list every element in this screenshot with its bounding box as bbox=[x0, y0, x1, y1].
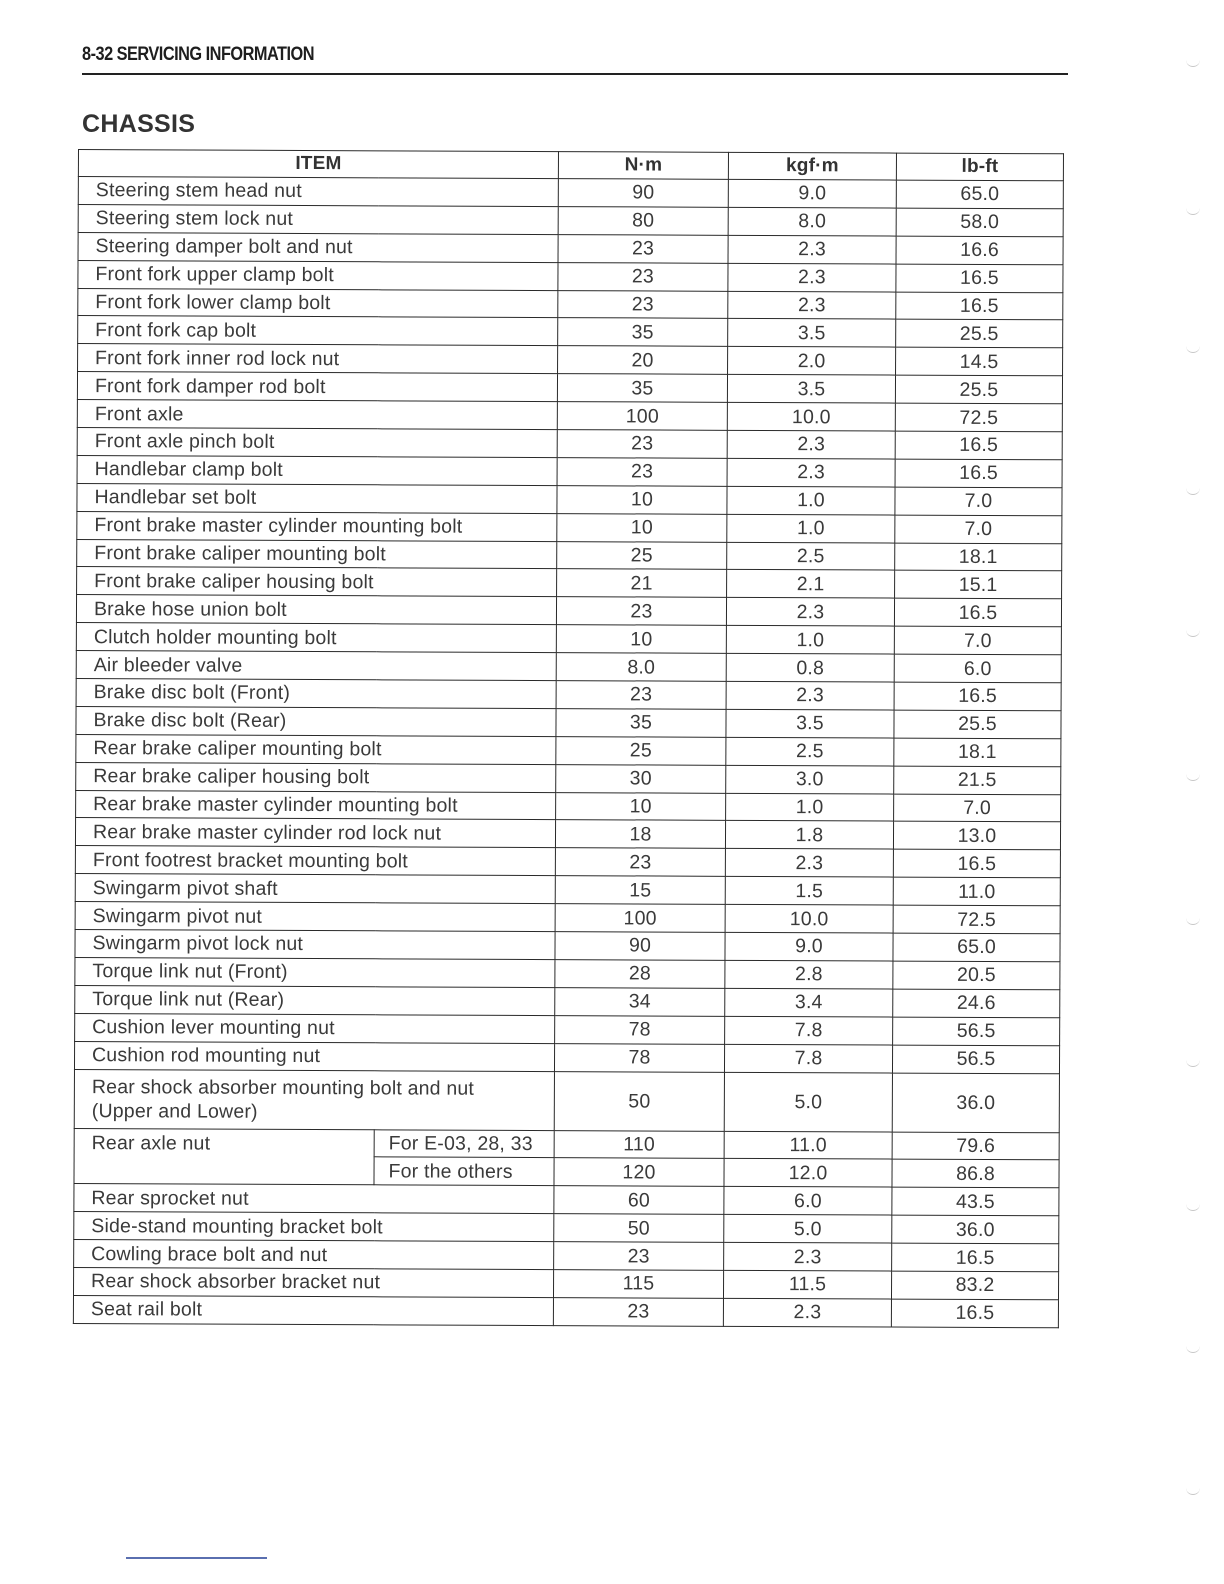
kgfm-cell: 3.5 bbox=[726, 709, 894, 738]
kgfm-cell: 2.5 bbox=[727, 542, 895, 571]
nm-cell: 115 bbox=[553, 1270, 723, 1299]
table-row bbox=[77, 483, 1062, 515]
kgfm-cell: 6.0 bbox=[724, 1187, 892, 1216]
item-cell: Torque link nut (Front) bbox=[75, 957, 555, 987]
nm-cell: 23 bbox=[553, 1297, 723, 1326]
nm-cell: 120 bbox=[554, 1158, 724, 1187]
margin-mark bbox=[1186, 346, 1200, 353]
table-row bbox=[76, 734, 1061, 766]
table-row bbox=[74, 1184, 1059, 1216]
lbft-cell: 86.8 bbox=[892, 1159, 1059, 1188]
item-cell: Side-stand mounting bracket bolt bbox=[74, 1212, 554, 1242]
lbft-cell: 56.5 bbox=[893, 1017, 1060, 1046]
table-row bbox=[78, 177, 1063, 209]
footer-line bbox=[126, 1557, 267, 1559]
table-row bbox=[74, 1069, 1059, 1132]
lbft-cell: 25.5 bbox=[894, 710, 1061, 739]
kgfm-cell: 7.8 bbox=[724, 1044, 892, 1073]
item-cell: Swingarm pivot shaft bbox=[75, 874, 555, 904]
header-kgfm: kgf·m bbox=[728, 152, 896, 180]
margin-mark bbox=[1186, 1488, 1200, 1495]
item-cell: Handlebar set bolt bbox=[77, 483, 557, 513]
lbft-cell: 18.1 bbox=[894, 738, 1061, 767]
item-cell: Front fork lower clamp bolt bbox=[78, 288, 558, 318]
lbft-cell: 65.0 bbox=[893, 933, 1060, 962]
kgfm-cell: 2.3 bbox=[724, 1242, 892, 1271]
kgfm-cell: 2.3 bbox=[727, 430, 895, 459]
nm-cell: 78 bbox=[555, 1015, 725, 1044]
nm-cell: 23 bbox=[554, 1242, 724, 1271]
lbft-cell: 16.5 bbox=[892, 1243, 1059, 1272]
item-cell: Swingarm pivot nut bbox=[75, 902, 555, 932]
item-cell: Front axle bbox=[77, 400, 557, 430]
table-row bbox=[76, 790, 1061, 822]
kgfm-cell: 10.0 bbox=[725, 904, 893, 933]
table-row bbox=[75, 818, 1060, 850]
item-cell: Rear shock absorber bracket nut bbox=[73, 1267, 553, 1297]
lbft-cell: 14.5 bbox=[896, 347, 1063, 376]
kgfm-cell: 2.5 bbox=[726, 737, 894, 766]
nm-cell: 23 bbox=[557, 457, 727, 486]
kgfm-cell: 2.1 bbox=[727, 570, 895, 599]
header-rule bbox=[82, 73, 1068, 75]
item-cell: Rear brake caliper mounting bolt bbox=[76, 734, 556, 764]
margin-mark bbox=[1186, 1204, 1200, 1211]
item-cell: Clutch holder mounting bolt bbox=[76, 623, 556, 653]
nm-cell: 80 bbox=[558, 206, 728, 235]
nm-cell: 10 bbox=[557, 485, 727, 514]
item-cell: Front brake caliper mounting bolt bbox=[77, 539, 557, 569]
kgfm-cell: 2.3 bbox=[726, 598, 894, 627]
kgfm-cell: 5.0 bbox=[724, 1215, 892, 1244]
item-cell: Torque link nut (Rear) bbox=[75, 985, 555, 1015]
item-cell: Front fork inner rod lock nut bbox=[78, 344, 558, 374]
kgfm-cell: 7.8 bbox=[725, 1016, 893, 1045]
nm-cell: 10 bbox=[556, 625, 726, 654]
table-row bbox=[78, 260, 1063, 292]
lbft-cell: 16.5 bbox=[896, 264, 1063, 293]
section-title: CHASSIS bbox=[82, 110, 196, 138]
nm-cell: 23 bbox=[556, 681, 726, 710]
item-cell: Front brake master cylinder mounting bolt bbox=[77, 511, 557, 541]
lbft-cell: 24.6 bbox=[893, 989, 1060, 1018]
table-row bbox=[78, 316, 1063, 348]
item-cell: Cowling brace bolt and nut bbox=[74, 1240, 554, 1270]
item-cell: Swingarm pivot lock nut bbox=[75, 930, 555, 960]
table-row bbox=[77, 428, 1062, 460]
nm-cell: 60 bbox=[554, 1186, 724, 1215]
nm-cell: 23 bbox=[558, 234, 728, 263]
lbft-cell: 15.1 bbox=[895, 571, 1062, 600]
kgfm-cell: 2.3 bbox=[723, 1298, 891, 1327]
margin-mark bbox=[1186, 60, 1200, 67]
lbft-cell: 16.5 bbox=[895, 459, 1062, 488]
item-cell: Air bleeder valve bbox=[76, 651, 556, 681]
table-row bbox=[75, 846, 1060, 878]
table-row bbox=[77, 455, 1062, 487]
lbft-cell: 16.5 bbox=[894, 682, 1061, 711]
item-cell: Front brake caliper housing bolt bbox=[77, 567, 557, 597]
lbft-cell: 16.5 bbox=[894, 598, 1061, 627]
lbft-cell: 7.0 bbox=[894, 794, 1061, 823]
nm-cell: 23 bbox=[557, 430, 727, 459]
nm-cell: 35 bbox=[556, 709, 726, 738]
table-row bbox=[75, 1013, 1060, 1045]
lbft-cell: 16.5 bbox=[891, 1299, 1058, 1328]
item-cell: Front footrest bracket mounting bolt bbox=[75, 846, 555, 876]
table-row bbox=[78, 204, 1063, 236]
table-row bbox=[77, 400, 1062, 432]
item-cell: Rear brake master cylinder rod lock nut bbox=[75, 818, 555, 848]
table-row bbox=[76, 706, 1061, 738]
condition-cell: For E-03, 28, 33 bbox=[374, 1129, 554, 1158]
lbft-cell: 83.2 bbox=[891, 1271, 1058, 1300]
kgfm-cell: 2.3 bbox=[725, 849, 893, 878]
item-cell: Rear brake caliper housing bolt bbox=[76, 762, 556, 792]
kgfm-cell: 10.0 bbox=[727, 402, 895, 431]
lbft-cell: 72.5 bbox=[895, 403, 1062, 432]
kgfm-cell: 1.0 bbox=[727, 486, 895, 515]
nm-cell: 90 bbox=[555, 932, 725, 961]
table-header-row bbox=[78, 150, 1063, 181]
table-row bbox=[74, 1128, 1059, 1160]
kgfm-cell: 2.3 bbox=[728, 291, 896, 320]
nm-cell: 25 bbox=[557, 541, 727, 570]
nm-cell: 8.0 bbox=[556, 653, 726, 682]
nm-cell: 50 bbox=[554, 1214, 724, 1243]
kgfm-cell: 11.5 bbox=[723, 1270, 891, 1299]
table-row bbox=[77, 372, 1062, 404]
table-row bbox=[78, 232, 1063, 264]
kgfm-cell: 2.8 bbox=[725, 960, 893, 989]
item-cell: Cushion rod mounting nut bbox=[74, 1041, 554, 1071]
lbft-cell: 13.0 bbox=[893, 822, 1060, 851]
nm-cell: 23 bbox=[558, 262, 728, 291]
nm-cell: 50 bbox=[554, 1071, 724, 1131]
lbft-cell: 25.5 bbox=[895, 375, 1062, 404]
table-row bbox=[75, 930, 1060, 962]
item-cell: Steering stem head nut bbox=[78, 177, 558, 207]
nm-cell: 18 bbox=[555, 820, 725, 849]
torque-table bbox=[73, 149, 1064, 1328]
kgfm-cell: 2.3 bbox=[727, 458, 895, 487]
item-cell: Front axle pinch bolt bbox=[77, 428, 557, 458]
lbft-cell: 43.5 bbox=[892, 1187, 1059, 1216]
nm-cell: 20 bbox=[558, 346, 728, 375]
condition-cell: For the others bbox=[374, 1157, 554, 1186]
nm-cell: 10 bbox=[557, 513, 727, 542]
table-row bbox=[76, 762, 1061, 794]
item-cell: Rear axle nut bbox=[74, 1128, 374, 1185]
item-cell: Cushion lever mounting nut bbox=[75, 1013, 555, 1043]
kgfm-cell: 2.3 bbox=[728, 235, 896, 264]
nm-cell: 25 bbox=[556, 736, 726, 765]
table-body-part2 bbox=[73, 1184, 1059, 1328]
kgfm-cell: 1.8 bbox=[725, 821, 893, 850]
margin-mark bbox=[1186, 630, 1200, 637]
item-cell: Steering stem lock nut bbox=[78, 204, 558, 234]
lbft-cell: 20.5 bbox=[893, 961, 1060, 990]
nm-cell: 30 bbox=[556, 764, 726, 793]
lbft-cell: 16.5 bbox=[896, 292, 1063, 321]
item-cell: Brake disc bolt (Front) bbox=[76, 679, 556, 709]
kgfm-cell: 2.3 bbox=[726, 681, 894, 710]
nm-cell: 100 bbox=[555, 904, 725, 933]
table-row bbox=[78, 288, 1063, 320]
item-cell bbox=[74, 1069, 554, 1130]
table-row bbox=[76, 679, 1061, 711]
margin-mark bbox=[1186, 1346, 1200, 1353]
table-row bbox=[74, 1212, 1059, 1244]
kgfm-cell: 9.0 bbox=[728, 179, 896, 208]
lbft-cell: 72.5 bbox=[893, 905, 1060, 934]
margin-mark bbox=[1186, 918, 1200, 925]
table-row bbox=[73, 1267, 1058, 1299]
table-row bbox=[75, 902, 1060, 934]
kgfm-cell: 3.4 bbox=[725, 988, 893, 1017]
margin-mark bbox=[1186, 1060, 1200, 1067]
nm-cell: 35 bbox=[557, 374, 727, 403]
lbft-cell: 6.0 bbox=[894, 654, 1061, 683]
nm-cell: 35 bbox=[558, 318, 728, 347]
lbft-cell: 16.5 bbox=[893, 849, 1060, 878]
nm-cell: 110 bbox=[554, 1130, 724, 1159]
item-cell: Rear sprocket nut bbox=[74, 1184, 554, 1214]
kgfm-cell: 2.0 bbox=[728, 347, 896, 376]
nm-cell: 78 bbox=[554, 1043, 724, 1072]
lbft-cell: 11.0 bbox=[893, 877, 1060, 906]
nm-cell: 90 bbox=[558, 179, 728, 208]
kgfm-cell: 2.3 bbox=[728, 263, 896, 292]
table-row bbox=[77, 511, 1062, 543]
table-row bbox=[73, 1295, 1058, 1327]
kgfm-cell: 3.5 bbox=[727, 375, 895, 404]
header-nm: N·m bbox=[558, 152, 728, 180]
lbft-cell: 65.0 bbox=[896, 180, 1063, 209]
item-cell: Seat rail bolt bbox=[73, 1295, 553, 1325]
nm-cell: 23 bbox=[555, 848, 725, 877]
kgfm-cell: 1.0 bbox=[726, 793, 894, 822]
lbft-cell: 7.0 bbox=[895, 515, 1062, 544]
item-cell: Front fork upper clamp bolt bbox=[78, 260, 558, 290]
nm-cell: 34 bbox=[555, 987, 725, 1016]
nm-cell: 23 bbox=[556, 597, 726, 626]
table-row bbox=[78, 344, 1063, 376]
item-line1: Rear shock absorber mounting bolt and nut bbox=[91, 1075, 475, 1100]
lbft-cell: 36.0 bbox=[892, 1215, 1059, 1244]
nm-cell: 21 bbox=[557, 569, 727, 598]
item-cell: Handlebar clamp bolt bbox=[77, 455, 557, 485]
margin-mark bbox=[1186, 488, 1200, 495]
item-cell: Brake hose union bolt bbox=[76, 595, 556, 625]
lbft-cell: 16.5 bbox=[895, 431, 1062, 460]
lbft-cell: 56.5 bbox=[892, 1045, 1059, 1074]
header-item: ITEM bbox=[78, 150, 558, 179]
table-row bbox=[75, 957, 1060, 989]
lbft-cell: 7.0 bbox=[895, 487, 1062, 516]
margin-mark bbox=[1186, 208, 1200, 215]
lbft-cell: 18.1 bbox=[895, 543, 1062, 572]
table-row bbox=[75, 985, 1060, 1017]
margin-mark bbox=[1186, 774, 1200, 781]
lbft-cell: 25.5 bbox=[896, 320, 1063, 349]
kgfm-cell: 12.0 bbox=[724, 1159, 892, 1188]
kgfm-cell: 1.0 bbox=[727, 514, 895, 543]
kgfm-cell: 1.0 bbox=[726, 626, 894, 655]
nm-cell: 15 bbox=[555, 876, 725, 905]
nm-cell: 100 bbox=[557, 402, 727, 431]
item-cell: Brake disc bolt (Rear) bbox=[76, 706, 556, 736]
item-cell: Rear brake master cylinder mounting bolt bbox=[76, 790, 556, 820]
table-body-special bbox=[74, 1069, 1059, 1188]
header-lbft: lb-ft bbox=[896, 153, 1063, 181]
table-row bbox=[76, 623, 1061, 655]
item-cell: Steering damper bolt and nut bbox=[78, 232, 558, 262]
kgfm-cell: 9.0 bbox=[725, 932, 893, 961]
item-cell: Front fork cap bolt bbox=[78, 316, 558, 346]
nm-cell: 23 bbox=[558, 290, 728, 319]
kgfm-cell: 11.0 bbox=[724, 1131, 892, 1160]
lbft-cell: 21.5 bbox=[894, 766, 1061, 795]
lbft-cell: 7.0 bbox=[894, 626, 1061, 655]
kgfm-cell: 5.0 bbox=[724, 1072, 892, 1132]
table-row bbox=[77, 539, 1062, 571]
table-body-part1 bbox=[74, 177, 1063, 1074]
table-row bbox=[74, 1240, 1059, 1272]
nm-cell: 10 bbox=[556, 792, 726, 821]
kgfm-cell: 3.5 bbox=[728, 319, 896, 348]
lbft-cell: 16.6 bbox=[896, 236, 1063, 265]
kgfm-cell: 1.5 bbox=[725, 877, 893, 906]
lbft-cell: 58.0 bbox=[896, 208, 1063, 237]
kgfm-cell: 0.8 bbox=[726, 653, 894, 682]
table-row bbox=[76, 595, 1061, 627]
nm-cell: 28 bbox=[555, 960, 725, 989]
kgfm-cell: 3.0 bbox=[726, 765, 894, 794]
table-row bbox=[74, 1041, 1059, 1073]
item-line2: (Upper and Lower) bbox=[91, 1099, 258, 1123]
table-row bbox=[77, 567, 1062, 599]
kgfm-cell: 8.0 bbox=[728, 207, 896, 236]
table-row bbox=[75, 874, 1060, 906]
lbft-cell: 36.0 bbox=[892, 1073, 1059, 1133]
page-header: 8-32 SERVICING INFORMATION bbox=[82, 44, 315, 65]
lbft-cell: 79.6 bbox=[892, 1132, 1059, 1161]
table-row bbox=[76, 651, 1061, 683]
item-cell: Front fork damper rod bolt bbox=[77, 372, 557, 402]
